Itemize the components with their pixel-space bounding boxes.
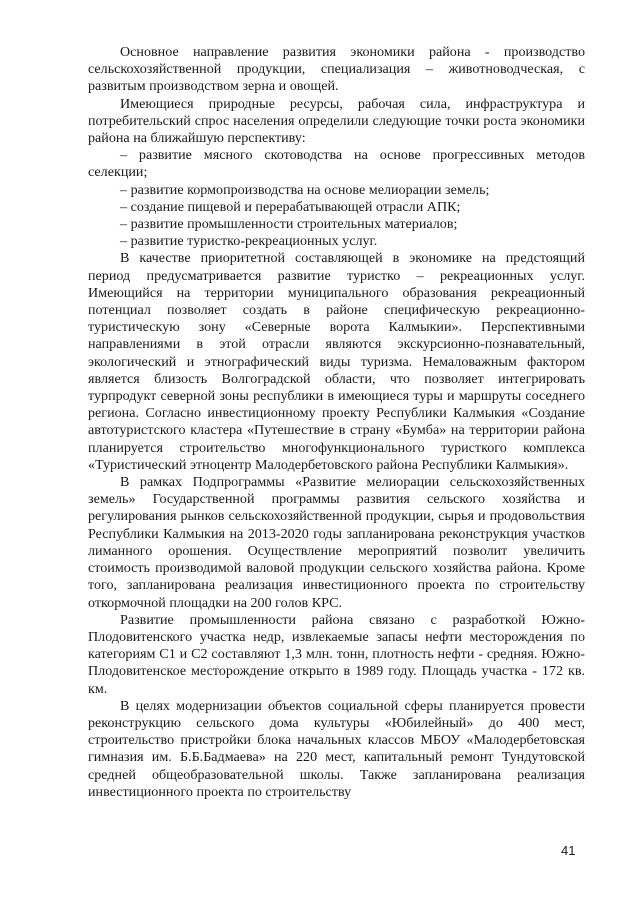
paragraph-social-sphere: В целях модернизации объектов социальной сферы планируется провести реконструкцию сельского дома культуры «Юбилейный» до 400 мест, строительство пристройки блока начальных классов МБОУ «Малодербетовская гимназия им. Б.Б.Бадмаева» на 220 мест, капитальный ремонт Тундутовской средней общеобразовательной школы. Также запланирована реализация инвестиционного проекта по строительству (88, 697, 585, 800)
paragraph-tourism: В качестве приоритетной составляющей в экономике на предстоящий период предусматривается развитие туристко – рекреационных услуг. Имеющийся на территории муниципального образования рекреационный потенциал позволяет создать в районе специфическую рекреационно-туристическую зону «Северные ворота Калмыкии». Перспективными направлениями в этой отрасли являются экскурсионно-познавательный, экологический и этнографический виды туризма. Немаловажным фактором является близость Волгоградской области, что позволяет интегрировать турпродукт северной зоны республики в имеющиеся туры и маршруты соседнего региона. Согласно инвестиционному проекту Республики Калмыкия «Создание автотуристского кластера «Путешествие в страну «Бумба» на территории района планируется строительство многофункционального туристкого комплекса «Туристический этноцентр Малодербетовского района Республики Калмыкия». (88, 250, 585, 473)
paragraph-industry: Развитие промышленности района связано с разработкой Южно-Плодовитенского участка недр, извлекаемые запасы нефти месторождения по категориям С1 и С2 составляют 1,3 млн. тонн, плотность нефти - средняя. Южно-Плодовитенское месторождение открыто в 1989 году. Площадь участка - 172 кв. км. (88, 611, 585, 697)
paragraph-economy-direction: Основное направление развития экономики района - производство сельскохозяйственной продукции, специализация – животноводческая, с развитым производством зерна и овощей. (88, 44, 585, 95)
paragraph-growth-points: Имеющиеся природные ресурсы, рабочая сила, инфраструктура и потребительский спрос населения определили следующие точки роста экономики района на ближайшую перспективу: (88, 95, 585, 147)
paragraph-melioration: В рамках Подпрограммы «Развитие мелиорации сельскохозяйственных земель» Государственной программы развития сельского хозяйства и регулирования рынков сельскохозяйственной продукции, сырья и продовольствия Республики Калмыкия на 2013-2020 годы запланирована реконструкция участков лиманного орошения. Осуществление мероприятий позволит увеличить стоимость производимой валовой продукции сельского хозяйства района. Кроме того, запланирована реализация инвестиционного проекта по строительству откормочной площадки на 200 голов КРС. (88, 474, 585, 611)
list-item-building-materials: – развитие промышленности строительных материалов; (120, 216, 458, 233)
list-item-food-industry: – создание пищевой и перерабатывающей отрасли АПК; (120, 198, 461, 215)
list-item-tourism: – развитие туристко-рекреационных услуг. (120, 233, 378, 250)
list-item-fodder: – развитие кормопроизводства на основе мелиорации земель; (120, 181, 490, 198)
page-number: 41 (561, 843, 576, 858)
list-item-cattle: – развитие мясного скотоводства на основе прогрессивных методов селекции; (88, 147, 585, 181)
document-page (88, 44, 585, 801)
